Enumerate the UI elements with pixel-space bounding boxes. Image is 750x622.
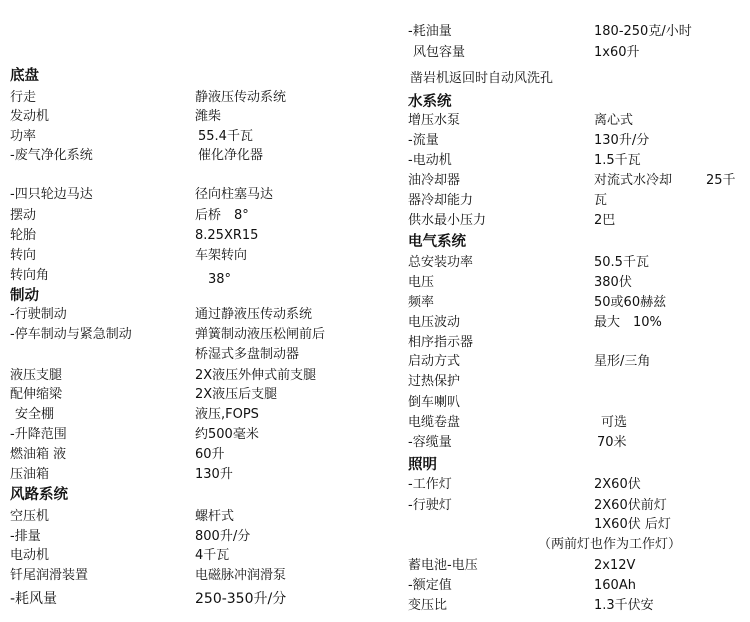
spec-value: 1.5千瓦 <box>594 153 641 168</box>
spec-value: 55.4千瓦 <box>198 129 253 144</box>
spec-value: 约500毫米 <box>195 427 259 442</box>
spec-value: 2X60伏 <box>594 477 641 492</box>
spec-label: 摆动 <box>10 208 37 223</box>
spec-label: -四只轮边马达 <box>10 187 93 202</box>
spec-value: 8.25XR15 <box>195 228 259 243</box>
spec-label: -容缆量 <box>408 435 452 450</box>
spec-value: 催化净化器 <box>198 148 264 163</box>
cooling-capacity-value: 25千 <box>706 173 736 188</box>
spec-value: 瓦 <box>594 193 608 208</box>
spec-label: 凿岩机返回时自动风洗孔 <box>410 71 554 86</box>
spec-value: 最大 10% <box>594 315 662 330</box>
spec-value: 潍柴 <box>195 109 222 124</box>
spec-label: 转向角 <box>10 268 50 283</box>
spec-label: 液压支腿 <box>10 368 63 383</box>
chassis-header: 底盘 <box>10 68 39 84</box>
spec-label: 电缆卷盘 <box>408 415 461 430</box>
spec-value: 160Ah <box>594 578 636 593</box>
spec-value: 800升/分 <box>195 529 251 544</box>
spec-value: 4千瓦 <box>195 548 230 563</box>
spec-label: 倒车喇叭 <box>408 395 461 410</box>
spec-value: 通过静液压传动系统 <box>195 307 313 322</box>
brake-header: 制动 <box>10 288 39 304</box>
spec-value: 星形/三角 <box>594 354 651 369</box>
spec-label: 频率 <box>408 295 435 310</box>
spec-label: 供水最小压力 <box>408 213 487 228</box>
spec-value: 1.3千伏安 <box>594 598 654 613</box>
spec-label: 相序指示器 <box>408 335 474 350</box>
spec-label: -耗油量 <box>408 24 452 39</box>
spec-label: 器冷却能力 <box>408 193 474 208</box>
spec-label: 空压机 <box>10 509 50 524</box>
spec-value: 后桥 8° <box>195 208 249 223</box>
water-header: 水系统 <box>408 94 452 110</box>
spec-label: 压油箱 <box>10 467 50 482</box>
spec-label: -行驶制动 <box>10 307 67 322</box>
spec-label: 风包容量 <box>413 45 466 60</box>
spec-value: 2X液压外伸式前支腿 <box>195 368 317 383</box>
spec-label: 蓄电池-电压 <box>408 558 478 573</box>
spec-value: 50.5千瓦 <box>594 255 649 270</box>
spec-label: -额定值 <box>408 578 452 593</box>
spec-label: 钎尾润滑装置 <box>10 568 89 583</box>
spec-value: 螺杆式 <box>195 509 235 524</box>
spec-label: -升降范围 <box>10 427 67 442</box>
spec-value: 2巴 <box>594 213 616 228</box>
spec-label: 启动方式 <box>408 354 461 369</box>
spec-label: 行走 <box>10 90 37 105</box>
spec-value: 桥湿式多盘制动器 <box>195 347 300 362</box>
spec-value: 250-350升/分 <box>195 591 287 607</box>
spec-label: 电压 <box>408 275 435 290</box>
spec-label: 过热保护 <box>408 374 461 389</box>
spec-value: 70米 <box>597 435 627 450</box>
spec-value: 130升/分 <box>594 133 650 148</box>
spec-value: 弹簧制动液压松闸前后 <box>195 327 326 342</box>
spec-label: 油冷却器 <box>408 173 461 188</box>
spec-value: 离心式 <box>594 113 634 128</box>
spec-value: 2X液压后支腿 <box>195 387 278 402</box>
spec-label: 电动机 <box>10 548 50 563</box>
spec-value: 电磁脉冲润滑泵 <box>195 568 287 583</box>
spec-value: 静液压传动系统 <box>195 90 287 105</box>
spec-label: -停车制动与紧急制动 <box>10 327 132 342</box>
spec-value: 车架转向 <box>195 248 248 263</box>
spec-value: 50或60赫兹 <box>594 295 667 310</box>
spec-value: 1X60伏 后灯 <box>594 517 671 532</box>
spec-label: 变压比 <box>408 598 448 613</box>
spec-value: 380伏 <box>594 275 632 290</box>
lighting-header: 照明 <box>408 457 437 473</box>
spec-value: 180-250克/小时 <box>594 24 692 39</box>
spec-label: -电动机 <box>408 153 452 168</box>
spec-value: 60升 <box>195 447 225 462</box>
spec-label: 功率 <box>10 129 37 144</box>
lighting-note: （两前灯也作为工作灯） <box>538 537 682 552</box>
spec-label: -流量 <box>408 133 439 148</box>
spec-value: 2x12V <box>594 558 636 573</box>
spec-label: 配伸缩梁 <box>10 387 63 402</box>
spec-label: 安全棚 <box>15 407 55 422</box>
electric-header: 电气系统 <box>408 234 466 250</box>
spec-label: 轮胎 <box>10 228 37 243</box>
spec-label: 转向 <box>10 248 37 263</box>
spec-value: 可选 <box>601 415 628 430</box>
spec-label: 总安装功率 <box>408 255 474 270</box>
spec-label: 电压波动 <box>408 315 461 330</box>
spec-value: 2X60伏前灯 <box>594 498 667 513</box>
spec-label: 燃油箱 液 <box>10 447 67 462</box>
spec-label: -废气净化系统 <box>10 148 93 163</box>
spec-label: -耗风量 <box>10 591 58 607</box>
spec-value: 130升 <box>195 467 233 482</box>
spec-value: 1x60升 <box>594 45 640 60</box>
spec-value: 38° <box>208 272 232 287</box>
spec-label: 发动机 <box>10 109 50 124</box>
spec-value: 径向柱塞马达 <box>195 187 274 202</box>
spec-label: -工作灯 <box>408 477 452 492</box>
spec-label: 增压水泵 <box>408 113 461 128</box>
spec-label: -行驶灯 <box>408 498 452 513</box>
spec-value: 液压,FOPS <box>195 407 259 422</box>
spec-label: -排量 <box>10 529 41 544</box>
spec-value: 对流式水冷却 <box>594 173 673 188</box>
air-header: 风路系统 <box>10 487 68 503</box>
